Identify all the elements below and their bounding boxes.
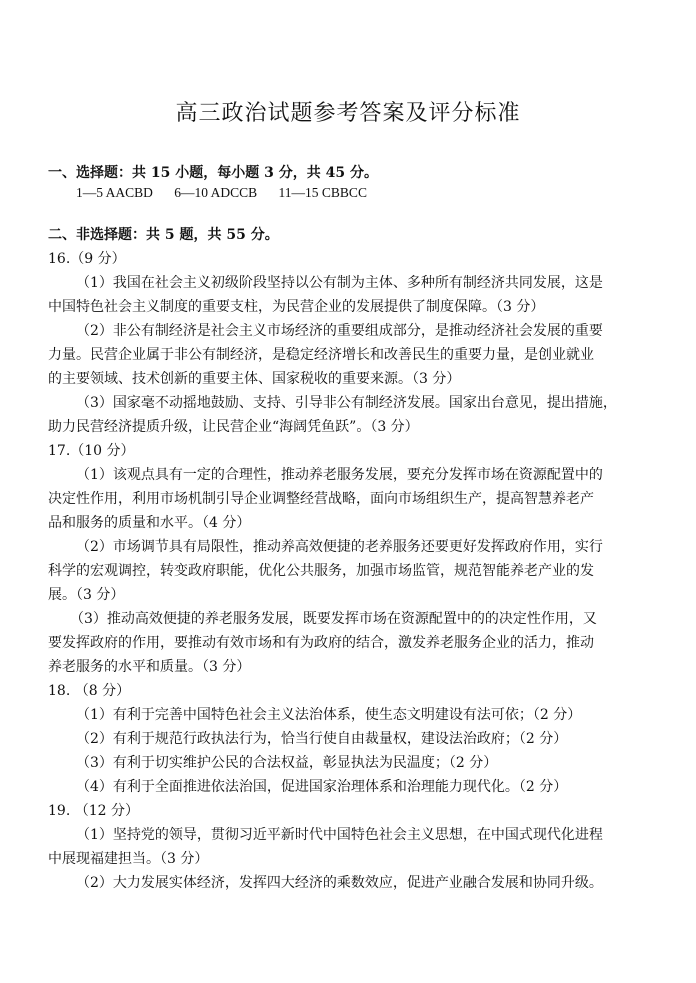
- q16-header: 16.（9 分）: [48, 251, 126, 267]
- q19-part1-line2: 中展现福建担当。（3 分）: [48, 851, 209, 867]
- q17-part1-line2: 决定性作用，利用市场机制引导企业调整经营战略，面向市场组织生产，提高智慧养老产: [48, 491, 594, 507]
- q17-part3-line2: 要发挥政府的作用，要推动有效市场和有为政府的结合，激发养老服务企业的活力，推动: [48, 635, 594, 651]
- answers-1-5: 1—5 AACBD: [76, 185, 153, 200]
- q17-part3-line3: 养老服务的水平和质量。（3 分）: [48, 659, 251, 675]
- page-title: 高三政治试题参考答案及评分标准: [175, 101, 521, 126]
- q19-part1-line1: （1）坚持党的领导，贯彻习近平新时代中国特色社会主义思想，在中国式现代化进程: [76, 827, 603, 843]
- q16-part1-line2: 中国特色社会主义制度的重要支柱，为民营企业的发展提供了制度保障。（3 分）: [48, 299, 545, 315]
- q17-part2-line2: 科学的宏观调控，转变政府职能，优化公共服务，加强市场监管，规范智能养老产业的发: [48, 563, 594, 579]
- q17-part1-line1: （1）该观点具有一定的合理性，推动养老服务发展，要充分发挥市场在资源配置中的: [76, 467, 603, 483]
- q18-header: 18. （8 分）: [48, 683, 131, 699]
- section-2-heading: 二、非选择题：共 5 题，共 55 分。: [48, 227, 279, 243]
- q18-part4: （4）有利于全面推进依法治国，促进国家治理体系和治理能力现代化。（2 分）: [76, 779, 568, 795]
- q17-part2-line1: （2）市场调节具有局限性，推动养高效便捷的老养服务还要更好发挥政府作用，实行: [76, 539, 603, 555]
- q18-part2: （2）有利于规范行政执法行为，恰当行使自由裁量权，建设法治政府；（2 分）: [76, 731, 568, 747]
- answers-6-10: 6—10 ADCCB: [174, 185, 258, 200]
- multiple-choice-answers: [76, 184, 636, 202]
- section-1-heading: 一、选择题：共 15 小题，每小题 3 分，共 45 分。: [48, 165, 378, 181]
- q18-part3: （3）有利于切实维护公民的合法权益，彰显执法为民温度；（2 分）: [76, 755, 498, 771]
- q19-part2-line1: （2）大力发展实体经济，发挥四大经济的乘数效应，促进产业融合发展和协同升级。: [76, 875, 603, 891]
- q18-part1: （1）有利于完善中国特色社会主义法治体系，使生态文明建设有法可依；（2 分）: [76, 707, 582, 723]
- answers-11-15: 11—15 CBBCC: [278, 185, 367, 200]
- q16-part2-line2: 力量。民营企业属于非公有制经济，是稳定经济增长和改善民生的重要力量，是创业就业: [48, 347, 594, 363]
- q17-part3-line1: （3）推动高效便捷的养老服务发展，既要发挥市场在资源配置中的的决定性作用，又: [70, 611, 597, 627]
- q19-header: 19. （12 分）: [48, 803, 139, 819]
- q16-part2-line1: （2）非公有制经济是社会主义市场经济的重要组成部分，是推动经济社会发展的重要: [76, 323, 603, 339]
- q16-part2-line3: 的主要领域、技术创新的重要主体、国家税收的重要来源。（3 分）: [48, 371, 461, 387]
- q17-part1-line3: 品和服务的质量和水平。（4 分）: [48, 515, 251, 531]
- q17-header: 17.（10 分）: [48, 443, 135, 459]
- q16-part1-line1: （1）我国在社会主义初级阶段坚持以公有制为主体、多种所有制经济共同发展，这是: [76, 275, 603, 291]
- q17-part2-line3: 展。（3 分）: [48, 587, 125, 603]
- q16-part3-line1: （3）国家毫不动摇地鼓励、支持、引导非公有制经济发展。国家出台意见，提出措施，: [76, 395, 617, 411]
- q16-part3-line2: 助力民营经济提质升级，让民营企业“海阔凭鱼跃”。（3 分）: [48, 419, 419, 435]
